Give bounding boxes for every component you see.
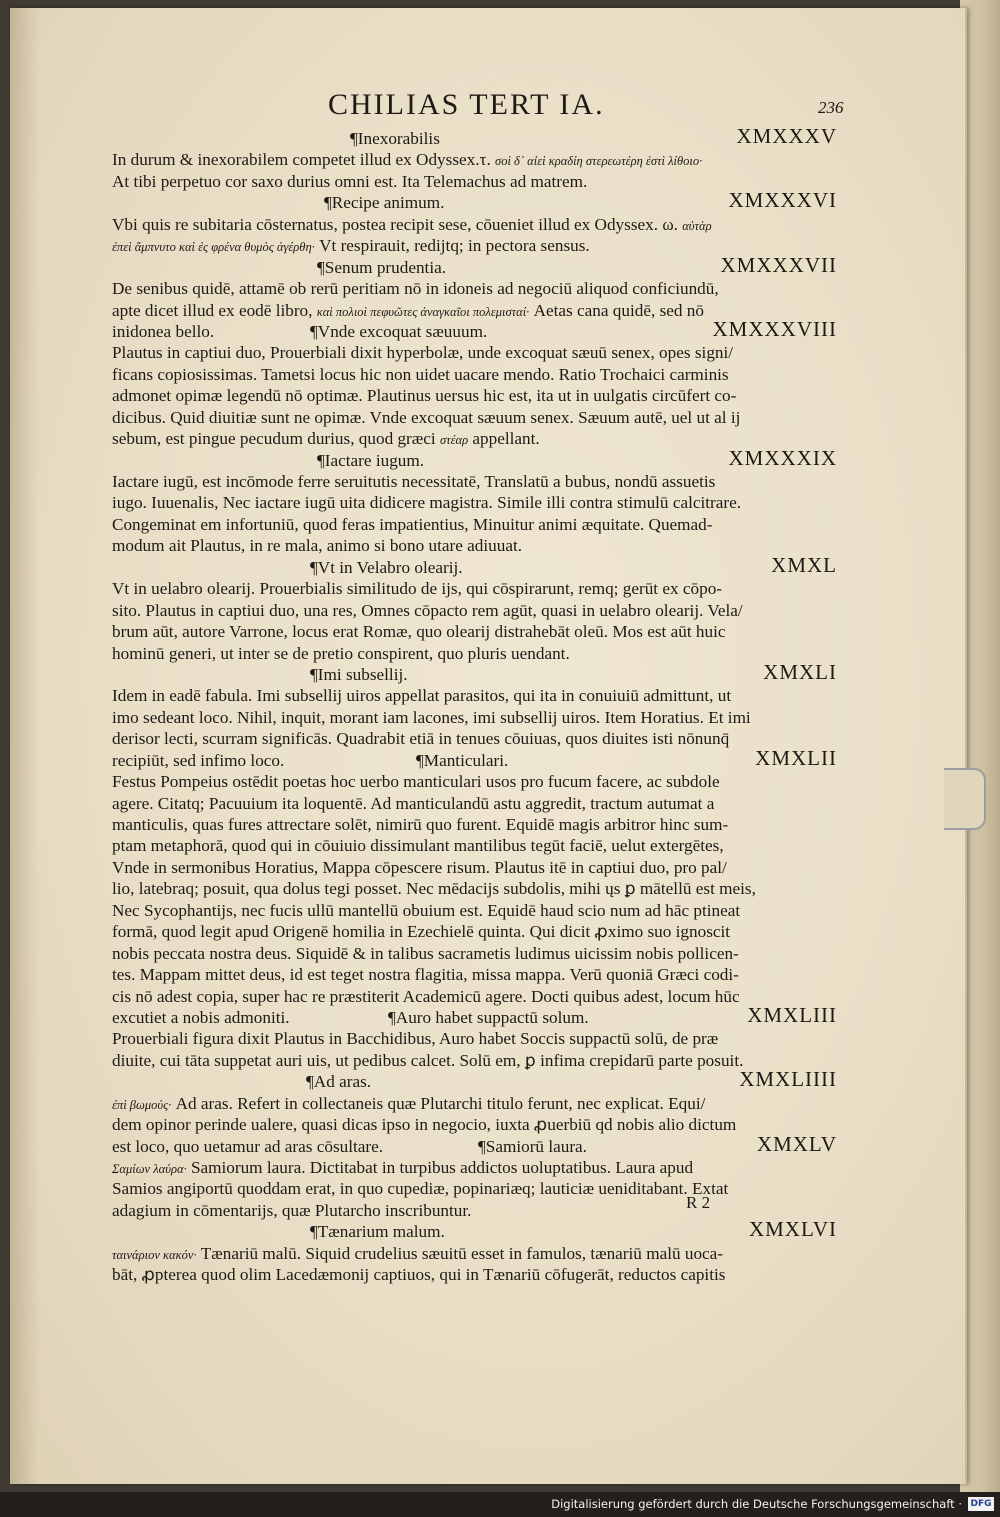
text-line (112, 1264, 827, 1285)
line-text: Vt in uelabro olearij. Prouerbialis similitudo de ijs, qui cōspirarunt, remq; gerūt ex cōpo- (112, 579, 723, 599)
line-text: Ad aras. Refert in collectaneis quæ Plutarchi titulo ferunt, nec explicat. Equi/ (175, 1093, 706, 1113)
greek-quote: ταινάριον κακόν· (112, 1247, 197, 1262)
entry-numeral: XMXLII (755, 745, 837, 770)
text-line (112, 835, 827, 856)
text-line (112, 728, 827, 749)
entry-heading (112, 1217, 837, 1242)
line-text: De senibus quidē, attamē ob rerū peritiam nō in idoneis ad negociū aliquod conficiundū, (112, 279, 719, 299)
text-line (112, 900, 827, 921)
entry-numeral: XMXXXIX (728, 445, 837, 470)
text-line (112, 878, 827, 899)
line-text: sebum, est pingue pecudum durius, quod græci (112, 429, 436, 449)
text-line (112, 943, 827, 964)
greek-quote: σοὶ δ᾽ αἰεὶ κραδίη στερεωτέρη ἐστὶ λίθοιο· (495, 154, 703, 169)
line-text: nobis peccata nostra deus. Siquidē & in talibus sacrametis ludimus uicissim nobis pollicen- (112, 943, 739, 963)
line-text: lio, latebraq; posuit, qua dolus tegi posset. Nec mēdacijs subdolis, mihi ųs ꝑ mātellū est meis, (112, 879, 756, 899)
text-line (112, 1157, 827, 1178)
line-text: appellant. (472, 429, 540, 449)
page-tab-marker (944, 768, 986, 830)
line-text: Tænariū malū. Siquid crudelius sæuitū esset in famulos, tænariū malū uoca- (200, 1243, 724, 1263)
text-line (112, 278, 827, 299)
text-line (112, 921, 827, 942)
running-head: CHILIAS TERT IA. (328, 88, 605, 121)
line-text: inidonea bello. (112, 321, 215, 341)
text-line (112, 492, 827, 513)
text-line (112, 171, 827, 192)
entry-heading (112, 316, 837, 342)
line-text: tes. Mappam mittet deus, id est teget nostra flagitia, missa mappa. Verū quoniā Græci codi- (112, 965, 739, 985)
text-line (112, 407, 827, 428)
entry-numeral: XMXXXVIII (712, 316, 837, 341)
line-text: Vnde in sermonibus Horatius, Mappa cōpescere risum. Plautus itē in captiui duo, pro pal/ (112, 857, 727, 877)
line-text: cis nō adest copia, super hac re præstiterit Academicū agere. Docti quibus adest, locum hūc (112, 986, 740, 1006)
line-text: agere. Citatq; Pacuuium ita loquentē. Ad manticulandū astu aggredit, tractum autumat a (112, 793, 715, 813)
entry-title: ¶Inexorabilis (350, 129, 440, 148)
text-line (112, 1200, 827, 1221)
text-block (112, 88, 844, 1286)
text-line (112, 514, 827, 535)
entry-title: ¶Vnde excoquat sæuuum. (310, 321, 488, 341)
line-text: Congeminat em infortuniū, quod feras impatientius, Minuitur animi æquitate. Quemad- (112, 514, 713, 534)
line-text: In durum & inexorabilem competet illud ex Odyssex.τ. (112, 150, 491, 170)
page-number: 236 (818, 98, 844, 117)
entry-numeral: XMXXXVI (728, 188, 837, 213)
text-line (112, 235, 827, 256)
line-text: iugo. Iuuenalis, Nec iactare iugū uita didicere magistra. Simile illi contra stimulū calcitrare. (112, 493, 742, 513)
entry-title: ¶Iactare iugum. (317, 450, 425, 470)
footer-bar (0, 1492, 1000, 1517)
line-text: derisor lecti, scurram significās. Quadrabit etiā in tenues cōuiuas, quos diuites isti nōnunq̄ (112, 729, 730, 749)
entry-heading (112, 445, 837, 471)
line-text: formā, quod legit apud Origenē homilia in Ezechielē quinta. Qui dicit ꝓximo suo ignoscit (112, 922, 731, 942)
text-line (112, 1243, 827, 1264)
entry-heading (112, 1131, 837, 1157)
line-text: dicibus. Quid diuitiæ sunt ne opimæ. Vnde excoquat sæuum senex. Sæuum autē, uel ut al ij (112, 407, 741, 427)
entry-numeral: XMXXXVII (720, 252, 837, 277)
entry-title: ¶Samiorū laura. (478, 1136, 587, 1156)
entry-title: ¶Manticulari. (416, 750, 509, 770)
entry-heading (112, 1002, 837, 1028)
line-text: imo sedeant loco. Nihil, inquit, morant iam lacones, imi subsellij uiros. Item Horatius. Et imi (112, 707, 751, 727)
footer-credit: Digitalisierung gefördert durch die Deutsche Forschungsgemeinschaft · (551, 1497, 962, 1511)
dfg-logo: DFG (968, 1497, 994, 1511)
line-text: bāt, ꝓpterea quod olim Lacedæmonij captiuos, qui in Tænariū cōfugerāt, reductos capitis (112, 1265, 726, 1285)
text-line (112, 149, 827, 170)
line-text: Vt respirauit, redijtq; in pectora sensus. (319, 236, 590, 256)
greek-quote: στέαρ (439, 433, 469, 448)
entry-title: ¶Ad aras. (306, 1072, 372, 1092)
entry-heading (112, 252, 837, 278)
line-text: est loco, quo uetamur ad aras cōsultare. (112, 1136, 384, 1156)
text-line (112, 385, 827, 406)
line-text: recipiūt, sed infimo loco. (112, 750, 285, 770)
line-text: admonet opimæ legendū nō optimæ. Plautinus uersus hic est, ita ut in uulgatis circūfert co- (112, 386, 737, 406)
line-text: Idem in eadē fabula. Imi subsellij uiros appellat parasitos, qui ita in conuiuiū admittunt, ut (112, 686, 732, 706)
entry-numeral: XMXLIII (747, 1002, 837, 1027)
entry-heading (112, 124, 837, 149)
text-line (112, 707, 827, 728)
entry-numeral: XMXLVI (748, 1217, 837, 1242)
line-text: diuite, cui tāta suppetat auri uis, ut pedibus calcet. Solū em, ꝑ infima crepidarū parte posuit. (112, 1050, 744, 1070)
text-line (112, 342, 827, 363)
text-line (112, 643, 827, 664)
text-line (112, 1093, 827, 1114)
entry-heading (112, 188, 837, 213)
text-line (112, 685, 827, 706)
greek-quote: αὐτὰρ (682, 218, 712, 233)
greek-quote: Σαμίων λαύρα· (112, 1162, 187, 1176)
line-text: Vbi quis re subitaria cōsternatus, postea recipit sese, cōueniet illud ex Odyssex. ω. (112, 214, 678, 234)
line-text: hominū generi, ut inter se de pretio conspirent, quo pluris uendant. (112, 643, 570, 663)
line-text: Aetas cana quidē, sed nō (533, 300, 704, 320)
text-line (112, 578, 827, 599)
line-text: adagium in cōmentarijs, quæ Plutarcho inscribuntur. (112, 1200, 472, 1220)
greek-quote: ἐπὶ βωμούς· (112, 1097, 172, 1112)
line-text: brum aūt, autore Varrone, locus erat Romæ, quo olearij distrahebāt oleū. Mos est aūt huic (112, 622, 726, 642)
line-text: Samios angiportū quoddam erat, in quo cupediæ, popinariæq; lauticiæ ueniditabant. Extat (112, 1179, 729, 1199)
entry-title: ¶Auro habet suppactū solum. (388, 1007, 589, 1027)
line-text: excutiet a nobis admoniti. (112, 1007, 290, 1027)
entry-title: ¶Senum prudentia. (317, 257, 447, 277)
line-text: sito. Plautus in captiui duo, una res, Omnes cōpacto rem agūt, quasi in uelabro olearij. Vela/ (112, 600, 743, 620)
line-text: manticulis, quas fures attrectare solēt, nimirū quo furent. Equidē magis arbitror hinc sum- (112, 815, 729, 834)
text-line (112, 535, 827, 556)
text-line (112, 364, 827, 385)
entry-title: ¶Tænarium malum. (310, 1222, 445, 1242)
text-line (112, 621, 827, 642)
line-text: apte dicet illud ex eodē libro, (112, 300, 313, 320)
line-text: ficans copiosissimas. Tametsi locus hic non uidet uacare mendo. Ratio Trochaici carminis (112, 364, 729, 384)
text-line (112, 857, 827, 878)
page-header (112, 88, 844, 128)
text-line (112, 600, 827, 621)
gutter-shadow (10, 8, 40, 1484)
line-text: Prouerbiali figura dixit Plautus in Bacchidibus, Auro habet Soccis suppactū solū, de præ (112, 1029, 719, 1049)
greek-quote: ἐπεὶ ἄμπνυτο καὶ ἐς φρένα θυμὸς ἀγέρθη· (112, 240, 315, 255)
line-text: Samiorum laura. Dictitabat in turpibus addictos uoluptatibus. Laura apud (190, 1158, 694, 1177)
text-line (112, 793, 827, 814)
line-text: Iactare iugū, est incōmode ferre seruitutis necessitatē, Translatū a bubus, nondū assuetis (112, 472, 716, 491)
text-line (112, 1028, 827, 1049)
entry-heading (112, 745, 837, 771)
line-text: ptam metaphorā, quod qui in cōuiuio dissimulant mantilibus tegūt faciē, uelut extergētes, (112, 836, 724, 856)
entry-heading (112, 659, 837, 685)
text-line (112, 1114, 827, 1135)
entry-numeral: XMXLI (763, 659, 837, 684)
signature-mark: R 2 (686, 1193, 711, 1212)
entry-title: ¶Imi subsellij. (310, 664, 408, 684)
entry-numeral: XMXLV (756, 1131, 837, 1156)
text-line (112, 471, 827, 492)
entry-title: ¶Vt in Velabro olearij. (310, 557, 463, 577)
line-text: At tibi perpetuo cor saxo durius omni est. Ita Telemachus ad matrem. (112, 171, 588, 191)
text-line (112, 1178, 827, 1199)
line-text: modum ait Plautus, in re mala, animo si bono utare adiuuat. (112, 536, 523, 556)
line-text: Nec Sycophantijs, nec fucis ullū mantellū obuium est. Equidē haud scio num ad hāc ptineat (112, 900, 741, 920)
text-line (112, 986, 827, 1007)
text-line (112, 214, 827, 235)
text-line (112, 814, 827, 835)
entry-title: ¶Recipe animum. (324, 193, 445, 213)
entry-numeral: XMXLIIII (739, 1067, 837, 1092)
line-text: Plautus in captiui duo, Prouerbiali dixit hyperbolæ, unde excoquat sæuū senex, opes signi/ (112, 343, 734, 363)
entry-heading (112, 552, 837, 578)
entry-heading (112, 1067, 837, 1092)
text-line (112, 964, 827, 985)
text-line (112, 1050, 827, 1071)
text-line (112, 771, 827, 792)
text-line (112, 428, 827, 449)
greek-quote: καὶ πολιοὶ πεφυῶτες ἀναγκαῖοι πολεμισταί· (316, 304, 530, 319)
entry-numeral: XMXXXV (736, 124, 837, 148)
line-text: dem opinor perinde ualere, quasi dicas ipso in negocio, iuxta ꝓuerbiū qd nobis alio dictum (112, 1115, 737, 1135)
line-text: Festus Pompeius ostēdit poetas hoc uerbo manticulari usos pro fucum facere, ac subdole (112, 772, 720, 792)
entry-numeral: XMXL (771, 552, 837, 577)
